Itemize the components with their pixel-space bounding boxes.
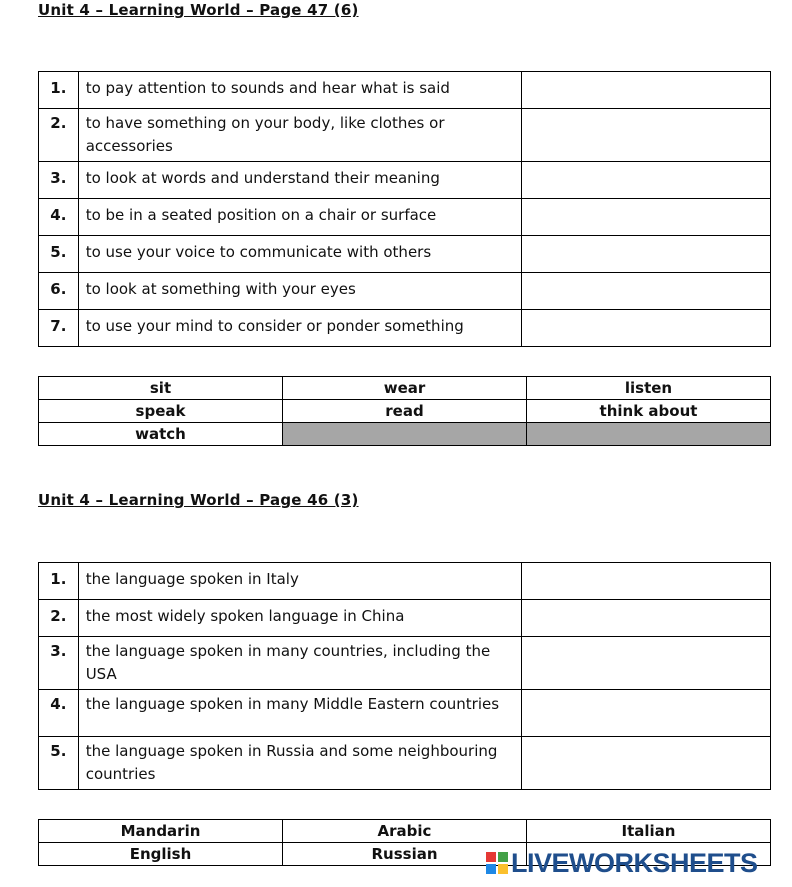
row-number: 3. bbox=[39, 637, 79, 690]
table-row bbox=[39, 109, 771, 162]
answer-field[interactable] bbox=[521, 637, 770, 690]
word-bank-empty-cell bbox=[527, 423, 771, 446]
table-row bbox=[39, 690, 771, 737]
definition-text: the most widely spoken language in China bbox=[78, 600, 521, 637]
answer-field[interactable] bbox=[521, 310, 770, 347]
definition-text: to use your mind to consider or ponder something bbox=[78, 310, 521, 347]
word-bank-item: read bbox=[283, 400, 527, 423]
definition-text: to look at something with your eyes bbox=[78, 273, 521, 310]
table-row bbox=[39, 637, 771, 690]
liveworksheets-logo-icon bbox=[486, 852, 508, 874]
word-bank-row bbox=[39, 400, 771, 423]
row-number: 1. bbox=[39, 72, 79, 109]
word-bank-item: Italian bbox=[527, 820, 771, 843]
section-2-definitions-table bbox=[38, 562, 771, 790]
answer-field[interactable] bbox=[521, 109, 770, 162]
word-bank-empty-cell bbox=[283, 423, 527, 446]
word-bank-item: English bbox=[39, 843, 283, 866]
word-bank-item: Mandarin bbox=[39, 820, 283, 843]
word-bank-row bbox=[39, 820, 771, 843]
liveworksheets-logo bbox=[486, 848, 758, 878]
table-row bbox=[39, 236, 771, 273]
section-1-heading: Unit 4 – Learning World – Page 47 (6) bbox=[38, 1, 359, 19]
table-row bbox=[39, 199, 771, 236]
word-bank-item: watch bbox=[39, 423, 283, 446]
word-bank-row bbox=[39, 377, 771, 400]
table-row bbox=[39, 162, 771, 199]
row-number: 1. bbox=[39, 563, 79, 600]
section-1-definitions-table bbox=[38, 71, 771, 347]
section-2-heading: Unit 4 – Learning World – Page 46 (3) bbox=[38, 491, 359, 509]
answer-field[interactable] bbox=[521, 273, 770, 310]
definition-text: to use your voice to communicate with others bbox=[78, 236, 521, 273]
definition-text: to look at words and understand their meaning bbox=[78, 162, 521, 199]
definition-text: the language spoken in Russia and some neighbouring countries bbox=[78, 737, 521, 790]
word-bank-item: Arabic bbox=[283, 820, 527, 843]
word-bank-row bbox=[39, 423, 771, 446]
row-number: 5. bbox=[39, 737, 79, 790]
section-1-word-bank bbox=[38, 376, 771, 446]
answer-field[interactable] bbox=[521, 563, 770, 600]
table-row bbox=[39, 563, 771, 600]
definition-text: to have something on your body, like clothes or accessories bbox=[78, 109, 521, 162]
row-number: 6. bbox=[39, 273, 79, 310]
table-row bbox=[39, 72, 771, 109]
answer-field[interactable] bbox=[521, 600, 770, 637]
definition-text: to be in a seated position on a chair or surface bbox=[78, 199, 521, 236]
answer-field[interactable] bbox=[521, 199, 770, 236]
answer-field[interactable] bbox=[521, 737, 770, 790]
row-number: 4. bbox=[39, 199, 79, 236]
row-number: 2. bbox=[39, 109, 79, 162]
word-bank-item: wear bbox=[283, 377, 527, 400]
definition-text: the language spoken in many Middle Eastern countries bbox=[78, 690, 521, 737]
table-row bbox=[39, 273, 771, 310]
word-bank-item: Russian bbox=[283, 843, 527, 866]
table-row bbox=[39, 310, 771, 347]
answer-field[interactable] bbox=[521, 690, 770, 737]
definition-text: to pay attention to sounds and hear what is said bbox=[78, 72, 521, 109]
row-number: 2. bbox=[39, 600, 79, 637]
table-row bbox=[39, 737, 771, 790]
word-bank-item: sit bbox=[39, 377, 283, 400]
row-number: 7. bbox=[39, 310, 79, 347]
answer-field[interactable] bbox=[521, 236, 770, 273]
definition-text: the language spoken in many countries, including the USA bbox=[78, 637, 521, 690]
word-bank-item: speak bbox=[39, 400, 283, 423]
definition-text: the language spoken in Italy bbox=[78, 563, 521, 600]
row-number: 4. bbox=[39, 690, 79, 737]
word-bank-item: listen bbox=[527, 377, 771, 400]
row-number: 5. bbox=[39, 236, 79, 273]
word-bank-item: think about bbox=[527, 400, 771, 423]
liveworksheets-logo-text: LIVEWORKSHEETS bbox=[511, 847, 758, 878]
table-row bbox=[39, 600, 771, 637]
row-number: 3. bbox=[39, 162, 79, 199]
answer-field[interactable] bbox=[521, 162, 770, 199]
answer-field[interactable] bbox=[521, 72, 770, 109]
